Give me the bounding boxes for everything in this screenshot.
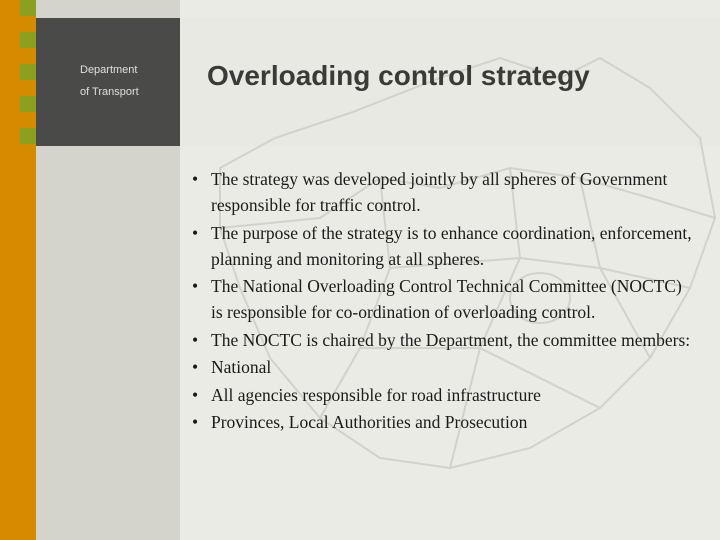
bullet-item: • The NOCTC is chaired by the Department, the committee members:	[192, 327, 697, 353]
bullet-item: • National	[192, 354, 697, 380]
department-label-line2: of Transport	[80, 86, 139, 98]
header-dark-panel	[36, 18, 180, 146]
orange-stripe	[0, 0, 20, 540]
bullet-item: • The National Overloading Control Technical Committee (NOCTC) is responsible for co-ordination of overloading control.	[192, 273, 697, 325]
bullet-item: • The purpose of the strategy is to enhance coordination, enforcement, planning and monitoring at all spheres.	[192, 220, 697, 272]
bullet-list	[192, 166, 697, 437]
bullet-item: • Provinces, Local Authorities and Prosecution	[192, 409, 697, 435]
checker-strip	[20, 0, 36, 540]
slide-title: Overloading control strategy	[207, 60, 590, 91]
bullet-item: • All agencies responsible for road infrastructure	[192, 382, 697, 408]
bullet-item: • The strategy was developed jointly by all spheres of Government responsible for traffic control.	[192, 166, 697, 218]
department-label: Department	[80, 64, 138, 76]
